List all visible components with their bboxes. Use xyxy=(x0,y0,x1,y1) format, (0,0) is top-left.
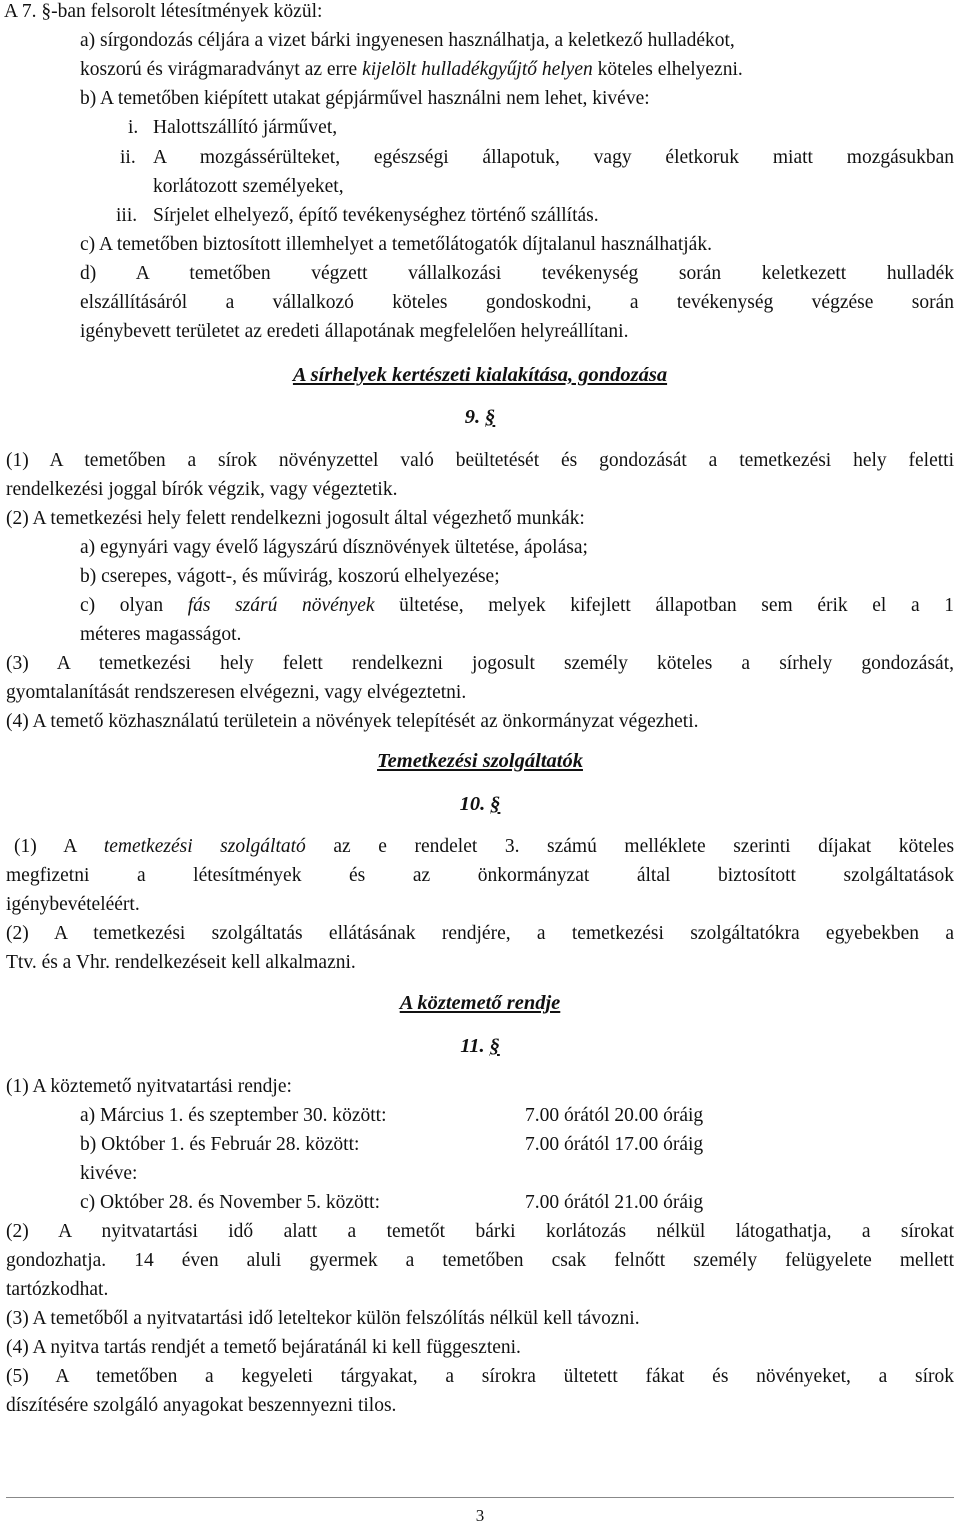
item-c-emphasis: fás szárú növények xyxy=(187,595,375,616)
subitem-ii-text1: A mozgássérülteket, egészségi állapotuk, vagy életkoruk miatt mozgásukban xyxy=(153,147,954,168)
subitem-ii-text2: korlátozott személyeket, xyxy=(153,176,344,197)
s9-p4-line: (4) A temető közhasználatú területein a növények telepítését az önkormányzat végezheti. xyxy=(6,711,699,732)
paragraph-sign: § xyxy=(490,793,501,815)
s9-p2-item-a: a) egynyári vagy évelő lágyszárú dísznövények ültetése, ápolása; xyxy=(80,537,588,558)
subitem-ii-marker: ii. xyxy=(120,147,136,168)
s11-p3-line: (3) A temetőből a nyitvatartási idő leteltekor külön felszólítás nélkül kell távozni. xyxy=(6,1308,640,1329)
s9-p1-line1: (1) A temetőben a sírok növényzettel való beültetését és gondozását a temetkezési hely feletti xyxy=(6,450,954,471)
section-10-number xyxy=(0,791,960,818)
s9-p3-line2: gyomtalanítását rendszeresen elvégezni, vagy elvégeztetni. xyxy=(6,682,467,703)
s10-p2-line2: Ttv. és a Vhr. rendelkezéseit kell alkalmazni. xyxy=(6,952,356,973)
subitem-i-marker: i. xyxy=(128,117,139,138)
s11-p1-line: (1) A köztemető nyitvatartási rendje: xyxy=(6,1076,292,1097)
section-10-heading: Temetkezési szolgáltatók xyxy=(377,750,583,772)
paragraph-sign: § xyxy=(489,1035,500,1057)
s10-p1-start: (1) A xyxy=(14,836,77,857)
page-number: 3 xyxy=(475,1506,485,1525)
s11-p4-line: (4) A nyitva tartás rendjét a temető bejáratánál ki kell függeszteni. xyxy=(6,1337,521,1358)
item-a-line1: a) sírgondozás céljára a vizet bárki ingyenesen használhatja, a keletkező hulladékot, xyxy=(80,30,735,51)
item-a-line2 xyxy=(80,58,743,82)
section-9-number xyxy=(0,404,960,431)
s10-p1-emphasis: temetkezési szolgáltató xyxy=(103,836,306,857)
paragraph-sign: § xyxy=(485,406,496,428)
s11-p5-line1: (5) A temetőben a kegyeleti tárgyakat, a sírokra ültetett fákat és növényeket, a sírok xyxy=(6,1366,954,1387)
item-c-end: ültetése, melyek kifejlett állapotban sem érik el a 1 xyxy=(399,595,954,616)
s11-p2-line3: tartózkodhat. xyxy=(6,1279,109,1300)
s11-p2-line1: (2) A nyitvatartási idő alatt a temetőt bárki korlátozás nélkül látogathatja, a sírokat xyxy=(6,1221,954,1242)
subitem-iii-marker: iii. xyxy=(116,205,138,226)
s11-p5-line2: díszítésére szolgáló anyagokat beszennyezni tilos. xyxy=(6,1395,397,1416)
subitem-i-text: Halottszállító járművet, xyxy=(153,117,338,138)
section-11-number xyxy=(0,1033,960,1060)
section-11-heading: A köztemető rendje xyxy=(399,992,561,1014)
item-d-line2: elszállításáról a vállalkozó köteles gondoskodni, a tevékenység végzése során xyxy=(80,292,954,313)
schedule-row-a-period: a) Március 1. és szeptember 30. között: xyxy=(80,1105,387,1126)
item-b-line: b) A temetőben kiépített utakat gépjárművel használni nem lehet, kivéve: xyxy=(80,88,650,109)
item-d-line3: igénybevett területet az eredeti állapotának megfelelően helyreállítani. xyxy=(80,321,629,342)
item-a-text: koszorú és virágmaradványt az erre xyxy=(80,59,358,80)
s10-p1-end: az e rendelet 3. számú melléklete szerinti díjakat köteles xyxy=(333,836,955,857)
section-number: 9. xyxy=(464,406,481,428)
item-a-end: köteles elhelyezni. xyxy=(597,59,743,80)
section-number: 10. xyxy=(459,793,486,815)
s10-p1-line1 xyxy=(14,835,954,859)
schedule-except-label: kivéve: xyxy=(80,1163,138,1184)
s9-p2-item-c-line1 xyxy=(80,594,954,618)
section-number: 11. xyxy=(460,1035,485,1057)
item-c-line: c) A temetőben biztosított illemhelyet a temetőlátogatók díjtalanul használhatják. xyxy=(80,234,712,255)
item-d-line1: d) A temetőben végzett vállalkozási tevékenység során keletkezett hulladék xyxy=(80,263,954,284)
s11-p2-line2: gondozhatja. 14 éven aluli gyermek a temetőben csak felnőtt személy felügyelete mellett xyxy=(6,1250,954,1271)
s10-p2-line1: (2) A temetkezési szolgáltatás ellátásának rendjére, a temetkezési szolgáltatókra egyebekben a xyxy=(6,923,954,944)
schedule-row-b-period: b) Október 1. és Február 28. között: xyxy=(80,1134,360,1155)
s10-p1-line3: igénybevételéért. xyxy=(6,894,140,915)
schedule-row-c-period: c) Október 28. és November 5. között: xyxy=(80,1192,381,1213)
s10-p1-line2: megfizetni a létesítmények és az önkormányzat által biztosított szolgáltatások xyxy=(6,865,954,886)
schedule-row-a-hours: 7.00 órától 20.00 óráig xyxy=(525,1105,704,1126)
schedule-row-b-hours: 7.00 órától 17.00 óráig xyxy=(525,1134,704,1155)
item-c-text: c) olyan xyxy=(80,595,164,616)
item-a-emphasis: kijelölt hulladékgyűjtő helyen xyxy=(362,59,593,80)
subitem-iii-text: Sírjelet elhelyező, építő tevékenységhez történő szállítás. xyxy=(153,205,599,226)
s9-p2-line: (2) A temetkezési hely felett rendelkezni jogosult által végezhető munkák: xyxy=(6,508,585,529)
schedule-row-c-hours: 7.00 órától 21.00 óráig xyxy=(525,1192,704,1213)
intro-line: A 7. §-ban felsorolt létesítmények közül: xyxy=(4,1,323,22)
footer-divider xyxy=(6,1497,954,1498)
s9-p1-line2: rendelkezési joggal bírók végzik, vagy végeztetik. xyxy=(6,479,398,500)
s9-p2-item-c-line2: méteres magasságot. xyxy=(80,624,242,645)
s9-p3-line1: (3) A temetkezési hely felett rendelkezni jogosult személy köteles a sírhely gondozását, xyxy=(6,653,954,674)
s9-p2-item-b: b) cserepes, vágott-, és művirág, koszorú elhelyezése; xyxy=(80,566,500,587)
section-9-heading: A sírhelyek kertészeti kialakítása, gondozása xyxy=(292,364,668,386)
